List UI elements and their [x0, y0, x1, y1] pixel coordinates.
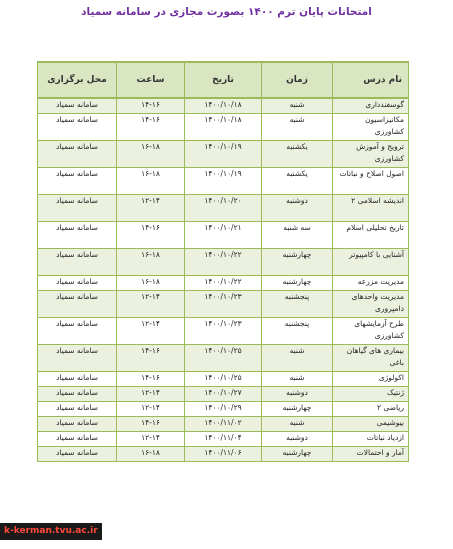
table-row [38, 432, 409, 447]
day-cell: پنجشنبه [262, 318, 333, 345]
day-cell: پنجشنبه [262, 291, 333, 318]
day-cell: یکشنبه [262, 141, 333, 168]
table-row [38, 345, 409, 372]
time-cell: ۱۶-۱۸ [117, 276, 185, 291]
course-cell: ریاضی ۲ [333, 402, 409, 417]
place-cell: سامانه سمیاد [38, 402, 117, 417]
table-row [38, 417, 409, 432]
time-cell: ۱۶-۱۸ [117, 249, 185, 276]
course-cell: مدیریت مزرعه [333, 276, 409, 291]
date-cell: ۱۴۰۰/۱۰/۱۹ [185, 168, 262, 195]
course-cell: تاریخ تحلیلی اسلام [333, 222, 409, 249]
date-cell: ۱۴۰۰/۱۰/۱۸ [185, 98, 262, 114]
date-cell: ۱۴۰۰/۱۱/۰۴ [185, 432, 262, 447]
time-cell: ۱۶-۱۸ [117, 168, 185, 195]
time-cell: ۱۲-۱۴ [117, 291, 185, 318]
date-cell: ۱۴۰۰/۱۰/۱۹ [185, 141, 262, 168]
watermark-prefix: k-kerman. [4, 526, 56, 536]
course-cell: ازدیاد نباتات [333, 432, 409, 447]
date-cell: ۱۴۰۰/۱۰/۲۵ [185, 372, 262, 387]
table-row [38, 447, 409, 462]
day-cell: یکشنبه [262, 168, 333, 195]
exam-schedule-table [37, 61, 409, 462]
header-date: تاریخ [185, 62, 262, 98]
date-cell: ۱۴۰۰/۱۰/۲۱ [185, 222, 262, 249]
table-row [38, 98, 409, 114]
table-row [38, 276, 409, 291]
place-cell: سامانه سمیاد [38, 432, 117, 447]
place-cell: سامانه سمیاد [38, 141, 117, 168]
day-cell: شنبه [262, 345, 333, 372]
place-cell: سامانه سمیاد [38, 276, 117, 291]
day-cell: سه شنبه [262, 222, 333, 249]
place-cell: سامانه سمیاد [38, 195, 117, 222]
course-cell: آمار و احتمالات [333, 447, 409, 462]
place-cell: سامانه سمیاد [38, 318, 117, 345]
day-cell: چهارشنبه [262, 249, 333, 276]
day-cell: شنبه [262, 417, 333, 432]
day-cell: شنبه [262, 114, 333, 141]
table-row [38, 372, 409, 387]
place-cell: سامانه سمیاد [38, 345, 117, 372]
table-row [38, 291, 409, 318]
date-cell: ۱۴۰۰/۱۰/۱۸ [185, 114, 262, 141]
day-cell: چهارشنبه [262, 402, 333, 417]
table-header-row [38, 62, 409, 98]
day-cell: شنبه [262, 98, 333, 114]
date-cell: ۱۴۰۰/۱۰/۲۷ [185, 387, 262, 402]
time-cell: ۱۶-۱۸ [117, 141, 185, 168]
day-cell: شنبه [262, 372, 333, 387]
course-cell: گوسفندداری [333, 98, 409, 114]
day-cell: دوشنبه [262, 195, 333, 222]
time-cell: ۱۴-۱۶ [117, 345, 185, 372]
course-cell: اکولوژی [333, 372, 409, 387]
date-cell: ۱۴۰۰/۱۰/۲۲ [185, 276, 262, 291]
date-cell: ۱۴۰۰/۱۰/۲۲ [185, 249, 262, 276]
course-cell: ژنتیک [333, 387, 409, 402]
table-row [38, 114, 409, 141]
place-cell: سامانه سمیاد [38, 372, 117, 387]
site-watermark [0, 523, 102, 540]
place-cell: سامانه سمیاد [38, 417, 117, 432]
page-title: امتحانات پایان ترم ۱۴۰۰ بصورت مجازی در سامانه سمیاد [81, 6, 372, 18]
date-cell: ۱۴۰۰/۱۰/۲۳ [185, 318, 262, 345]
time-cell: ۱۶-۱۸ [117, 447, 185, 462]
day-cell: دوشنبه [262, 432, 333, 447]
header-day: زمان [262, 62, 333, 98]
time-cell: ۱۴-۱۶ [117, 114, 185, 141]
date-cell: ۱۴۰۰/۱۱/۰۲ [185, 417, 262, 432]
course-cell: بیوشیمی [333, 417, 409, 432]
table-row [38, 168, 409, 195]
course-cell: مدیریت واحدهای دامپروری [333, 291, 409, 318]
date-cell: ۱۴۰۰/۱۰/۲۹ [185, 402, 262, 417]
course-cell: طرح آزمایشهای کشاورزی [333, 318, 409, 345]
table-row [38, 402, 409, 417]
table-row [38, 141, 409, 168]
table-row [38, 318, 409, 345]
date-cell: ۱۴۰۰/۱۰/۲۰ [185, 195, 262, 222]
place-cell: سامانه سمیاد [38, 447, 117, 462]
time-cell: ۱۴-۱۶ [117, 98, 185, 114]
header-place: محل برگزاری [38, 62, 117, 98]
course-cell: اصول اصلاح و نباتات [333, 168, 409, 195]
time-cell: ۱۲-۱۴ [117, 195, 185, 222]
time-cell: ۱۲-۱۴ [117, 318, 185, 345]
time-cell: ۱۴-۱۶ [117, 417, 185, 432]
header-course: نام درس [333, 62, 409, 98]
time-cell: ۱۴-۱۶ [117, 372, 185, 387]
day-cell: دوشنبه [262, 387, 333, 402]
course-cell: مکانیزاسیون کشاورزی [333, 114, 409, 141]
date-cell: ۱۴۰۰/۱۱/۰۶ [185, 447, 262, 462]
place-cell: سامانه سمیاد [38, 291, 117, 318]
day-cell: چهارشنبه [262, 276, 333, 291]
place-cell: سامانه سمیاد [38, 249, 117, 276]
place-cell: سامانه سمیاد [38, 114, 117, 141]
time-cell: ۱۲-۱۴ [117, 402, 185, 417]
date-cell: ۱۴۰۰/۱۰/۲۳ [185, 291, 262, 318]
table-row [38, 387, 409, 402]
place-cell: سامانه سمیاد [38, 222, 117, 249]
place-cell: سامانه سمیاد [38, 98, 117, 114]
time-cell: ۱۲-۱۴ [117, 432, 185, 447]
course-cell: آشنایی با کامپیوتر [333, 249, 409, 276]
day-cell: چهارشنبه [262, 447, 333, 462]
watermark-suffix: tvu.ac.ir [55, 526, 98, 536]
table-row [38, 195, 409, 222]
time-cell: ۱۲-۱۴ [117, 387, 185, 402]
header-time: ساعت [117, 62, 185, 98]
table-row [38, 249, 409, 276]
place-cell: سامانه سمیاد [38, 387, 117, 402]
date-cell: ۱۴۰۰/۱۰/۲۵ [185, 345, 262, 372]
course-cell: ترویج و آموزش کشاورزی [333, 141, 409, 168]
table-row [38, 222, 409, 249]
course-cell: بیماری های گیاهان باغی [333, 345, 409, 372]
time-cell: ۱۴-۱۶ [117, 222, 185, 249]
place-cell: سامانه سمیاد [38, 168, 117, 195]
course-cell: اندیشه اسلامی ۲ [333, 195, 409, 222]
